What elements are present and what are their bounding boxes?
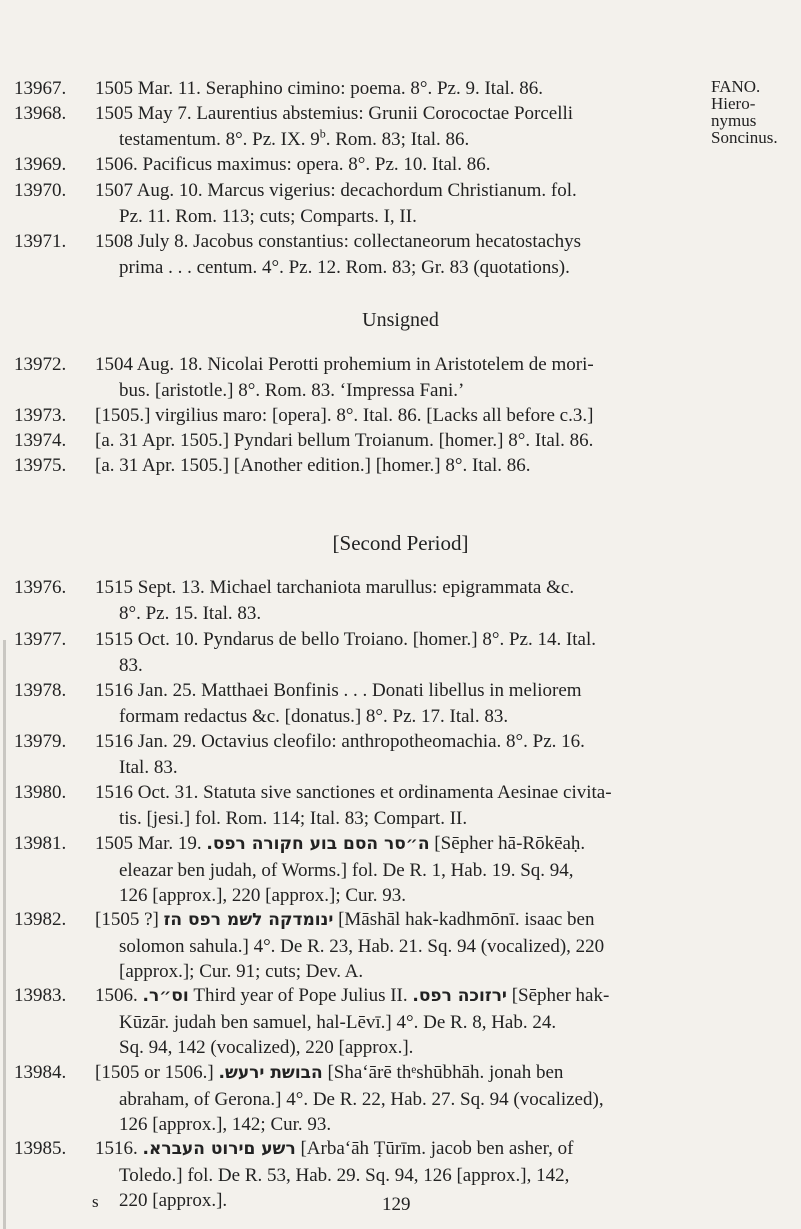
entry-text <box>95 1136 754 1163</box>
catalogue-entry <box>14 352 754 403</box>
entry-text: 1506. Pacificus maximus: opera. 8°. Pz. 10. Ital. 86. <box>95 154 491 175</box>
entry-text-part: 1516. <box>95 1138 138 1159</box>
entry-text-part: [Sēpher hā-Rōkēaḥ. <box>434 833 586 854</box>
entry-text-continued: bus. [aristotle.] 8°. Rom. 83. ‘Impressa Fani.’ <box>119 379 465 401</box>
entry-text-part: [Arba‘āh Ṭūrīm. jacob ben asher, of <box>300 1138 574 1159</box>
hebrew-title: הבושת ירעש. <box>218 1063 323 1083</box>
entry-text <box>95 1060 754 1087</box>
hebrew-title: ינומדקה לשמ רפס הז <box>163 910 334 930</box>
entry-number: 13981. <box>14 833 67 854</box>
entry-number: 13980. <box>14 782 67 803</box>
entry-text-part: 1505 Mar. 19. <box>95 833 202 854</box>
entry-text-continued: eleazar ben judah, of Worms.] fol. De R. 1, Hab. 19. Sq. 94, <box>119 859 574 881</box>
catalogue-entry <box>14 76 754 102</box>
entry-text-continued: 126 [approx.], 142; Cur. 93. <box>119 1114 332 1135</box>
catalogue-entry <box>14 575 754 626</box>
entry-number: 13977. <box>14 629 67 650</box>
hebrew-title: רשע םירוט העברא. <box>142 1139 296 1159</box>
entry-text-part: 1506. <box>95 985 138 1006</box>
entry-text: [1505.] virgilius maro: [opera]. 8°. Ital. 86. [Lacks all before c.3.] <box>95 405 594 426</box>
catalogue-entry <box>14 1060 754 1138</box>
entry-text: 1505 Mar. 11. Seraphino cimino: poema. 8°. Pz. 9. Ital. 86. <box>95 78 544 99</box>
catalogue-entry <box>14 152 754 178</box>
entry-text-continued: solomon sahula.] 4°. De R. 23, Hab. 21. Sq. 94 (vocalized), 220 <box>119 935 605 957</box>
entry-text-continued: Toledo.] fol. De R. 53, Hab. 29. Sq. 94, 126 [approx.], 142, <box>119 1164 570 1186</box>
entry-text-continued <box>119 127 754 153</box>
entry-text <box>95 831 754 858</box>
margin-note-line: Soncinus. <box>711 128 778 147</box>
margin-note-line: nymus <box>711 111 757 130</box>
catalogue-entry <box>14 983 754 1061</box>
entry-text-continued: 220 [approx.]. <box>119 1190 228 1211</box>
entry-text-continued: abraham, of Gerona.] 4°. De R. 22, Hab. 27. Sq. 94 (vocalized), <box>119 1088 604 1110</box>
section-heading-second-period: [Second Period] <box>332 531 469 555</box>
entry-text-continued: prima . . . centum. 4°. Pz. 12. Rom. 83; Gr. 83 (quotations). <box>119 256 570 278</box>
catalogue-entry <box>14 907 754 985</box>
catalogue-entry <box>14 678 754 729</box>
entry-text: 1516 Oct. 31. Statuta sive sanctiones et ordinamenta Aesinae civita- <box>95 782 612 803</box>
entry-number: 13968. <box>14 103 67 124</box>
entry-number: 13976. <box>14 577 67 598</box>
entry-number: 13979. <box>14 731 67 752</box>
entry-number: 13970. <box>14 180 67 201</box>
catalogue-entry <box>14 101 754 152</box>
entry-text: [a. 31 Apr. 1505.] [Another edition.] [homer.] 8°. Ital. 86. <box>95 455 531 476</box>
entry-text-continued: Kūzār. judah ben samuel, hal-Lēvī.] 4°. De R. 8, Hab. 24. <box>119 1011 557 1033</box>
entry-number: 13982. <box>14 909 67 930</box>
catalogue-entry <box>14 729 754 780</box>
catalogue-entry <box>14 453 754 479</box>
entry-number: 13973. <box>14 405 67 426</box>
entry-number: 13971. <box>14 231 67 252</box>
entry-text-part: [Sha‘ārē thᵉshūbhāh. jonah ben <box>327 1062 564 1083</box>
entry-text-continued: 83. <box>119 654 143 676</box>
entry-text: [a. 31 Apr. 1505.] Pyndari bellum Troianum. [homer.] 8°. Ital. 86. <box>95 430 594 451</box>
entry-text: 1504 Aug. 18. Nicolai Perotti prohemium in Aristotelem de mori- <box>95 354 594 375</box>
entry-number: 13983. <box>14 985 67 1006</box>
entry-text-part: Third year of Pope Julius II. <box>193 985 408 1006</box>
entry-number: 13974. <box>14 430 67 451</box>
entry-text: 1515 Oct. 10. Pyndarus de bello Troiano. [homer.] 8°. Pz. 14. Ital. <box>95 629 597 650</box>
entry-text: 1516 Jan. 25. Matthaei Bonfinis . . . Donati libellus in meliorem <box>95 680 582 701</box>
hebrew-title: ה״סר הסם בוע חקורה רפס. <box>206 834 430 854</box>
entry-text: 1508 July 8. Jacobus constantius: collectaneorum hecatostachys <box>95 231 581 252</box>
page-number: 129 <box>382 1194 411 1215</box>
superscript: b <box>319 126 326 141</box>
hebrew-title: ירזוכה רפס. <box>412 986 507 1006</box>
entry-text-continued: 8°. Pz. 15. Ital. 83. <box>119 602 262 624</box>
entry-text-part: [Sēpher hak- <box>511 985 610 1006</box>
entry-number: 13975. <box>14 455 67 476</box>
catalogue-entry <box>14 831 754 909</box>
entry-text <box>95 907 754 934</box>
catalogue-entry <box>14 178 754 229</box>
entry-text: 1516 Jan. 29. Octavius cleofilo: anthropotheomachia. 8°. Pz. 16. <box>95 731 585 752</box>
entry-text-continued: formam redactus &c. [donatus.] 8°. Pz. 17. Ital. 83. <box>119 705 509 727</box>
entry-number: 13967. <box>14 78 67 99</box>
entry-text <box>95 983 754 1010</box>
entry-text-part: . Rom. 83; Ital. 86. <box>325 128 470 150</box>
entry-text-part: [1505 or 1506.] <box>95 1062 214 1083</box>
section-heading-unsigned: Unsigned <box>362 309 439 331</box>
entry-number: 13969. <box>14 154 67 175</box>
entry-text-continued: Pz. 11. Rom. 113; cuts; Comparts. I, II. <box>119 205 417 227</box>
entry-text: 1507 Aug. 10. Marcus vigerius: decachordum Christianum. fol. <box>95 180 577 201</box>
margin-note-line: Hiero- <box>711 94 756 113</box>
catalogue-entry <box>14 780 754 831</box>
entry-text-continued: Sq. 94, 142 (vocalized), 220 [approx.]. <box>119 1037 414 1058</box>
entry-number: 13985. <box>14 1138 67 1159</box>
signature-mark: s <box>92 1192 99 1211</box>
catalogue-entry <box>14 403 754 429</box>
entry-text: 1505 May 7. Laurentius abstemius: Grunii Corococtae Porcelli <box>95 103 574 124</box>
entry-number: 13972. <box>14 354 67 375</box>
catalogue-entry <box>14 428 754 454</box>
entry-text-continued: Ital. 83. <box>119 756 178 778</box>
catalogue-entry <box>14 627 754 678</box>
entry-text-continued: 126 [approx.], 220 [approx.]; Cur. 93. <box>119 885 407 906</box>
entry-number: 13978. <box>14 680 67 701</box>
entry-text-continued: [approx.]; Cur. 91; cuts; Dev. A. <box>119 961 364 982</box>
margin-note-line: FANO. <box>711 77 761 96</box>
entry-text-continued: tis. [jesi.] fol. Rom. 114; Ital. 83; Compart. II. <box>119 807 468 829</box>
scan-edge-shadow <box>3 640 6 1229</box>
entry-text-part: [1505 ?] <box>95 909 159 930</box>
entry-text: 1515 Sept. 13. Michael tarchaniota marullus: epigrammata &c. <box>95 577 575 598</box>
hebrew-date: וס״ר. <box>142 986 189 1006</box>
entry-number: 13984. <box>14 1062 67 1083</box>
entry-text-part: testamentum. 8°. Pz. IX. 9 <box>119 128 320 150</box>
entry-text-part: [Māshāl hak-kadhmōnī. isaac ben <box>338 909 595 930</box>
catalogue-entry <box>14 229 754 280</box>
